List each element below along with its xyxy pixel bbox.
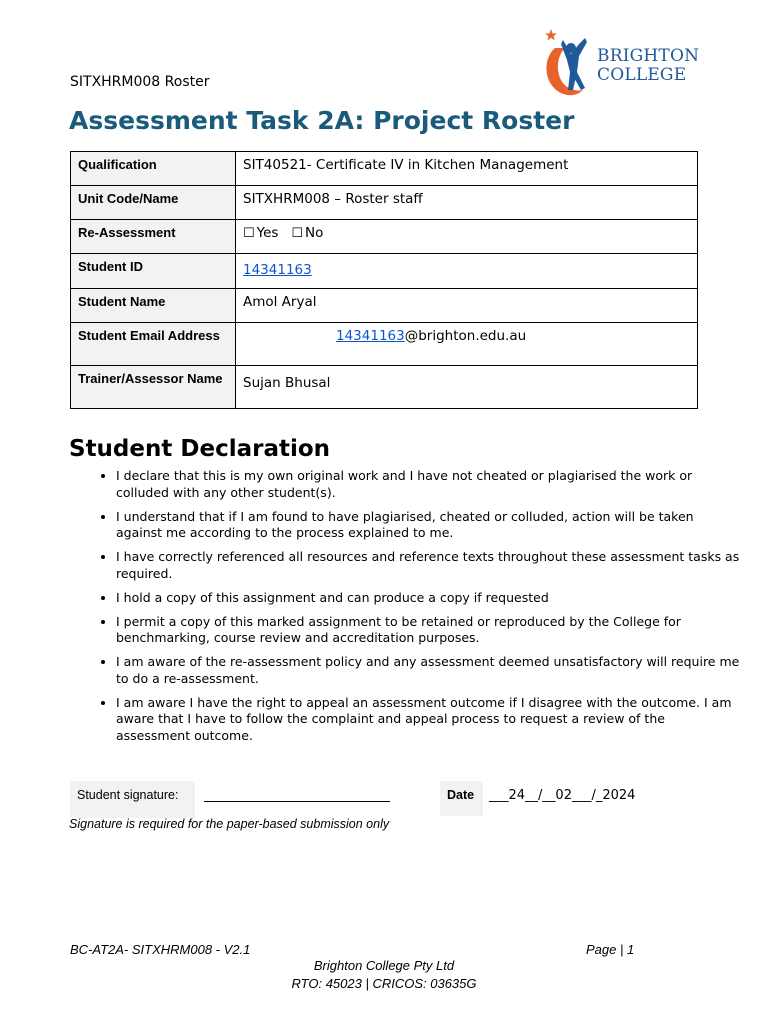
logo-emblem-icon	[541, 26, 597, 102]
table-row	[71, 366, 698, 409]
list-item: • I understand that if I am found to have plagiarised, cheated or colluded, action will be taken against me according to the process explained to me.	[116, 509, 741, 542]
table-row	[71, 323, 698, 366]
reassessment-yes-label: Yes	[256, 225, 279, 241]
table-row	[71, 254, 698, 289]
table-row	[71, 289, 698, 323]
logo-text-brighton: BRIGHTON	[597, 46, 700, 66]
unit-code-label: Unit Code/Name	[71, 186, 236, 220]
list-item: • I hold a copy of this assignment and can produce a copy if requested	[116, 590, 741, 607]
page-title: Assessment Task 2A: Project Roster	[69, 106, 575, 135]
checkbox-yes-icon[interactable]: ☐	[243, 226, 255, 241]
student-signature-label: Student signature:	[70, 781, 195, 818]
student-declaration-heading: Student Declaration	[69, 436, 331, 462]
qualification-value: SIT40521- Certificate IV in Kitchen Management	[236, 152, 698, 186]
student-name-value: Amol Aryal	[236, 289, 698, 323]
table-row	[71, 152, 698, 186]
footer-page-number: Page | 1	[586, 942, 635, 957]
list-item: • I am aware I have the right to appeal an assessment outcome if I disagree with the outcome. I am aware that I have to follow the complaint and appeal process to request a review of the assessment outcome.	[116, 695, 741, 745]
reassessment-no-label: No	[304, 225, 324, 241]
table-row	[71, 220, 698, 254]
list-item: • I permit a copy of this marked assignment to be retained or reproduced by the College for benchmarking, course review and accreditation purposes.	[116, 614, 741, 647]
assessment-details-table	[70, 151, 698, 409]
qualification-label: Qualification	[71, 152, 236, 186]
student-email-label: Student Email Address	[71, 323, 236, 366]
logo-text-college: COLLEGE	[597, 65, 687, 85]
signature-line[interactable]	[204, 801, 390, 802]
list-item: • I have correctly referenced all resources and reference texts throughout these assessment tasks as required.	[116, 549, 741, 582]
student-name-label: Student Name	[71, 289, 236, 323]
list-item: • I am aware of the re-assessment policy and any assessment deemed unsatisfactory will require me to do a re-assessment.	[116, 654, 741, 687]
student-email-link[interactable]: 14341163	[336, 328, 405, 344]
checkbox-no-icon[interactable]: ☐	[291, 226, 303, 241]
unit-code-value: SITXHRM008 – Roster staff	[236, 186, 698, 220]
date-label: Date	[440, 781, 483, 816]
student-email-domain: @brighton.edu.au	[404, 328, 527, 344]
student-id-link[interactable]: 14341163	[243, 262, 312, 278]
student-id-label: Student ID	[71, 254, 236, 289]
footer-rto-cricos: RTO: 45023 | CRICOS: 03635G	[291, 976, 477, 991]
footer-document-code: BC-AT2A- SITXHRM008 - V2.1	[70, 942, 251, 957]
reassessment-label: Re-Assessment	[71, 220, 236, 254]
student-email-cell	[236, 323, 698, 366]
reassessment-options	[236, 220, 698, 254]
list-item: • I declare that this is my own original work and I have not cheated or plagiarised the work or colluded with any other student(s).	[116, 468, 741, 501]
header-unit-label: SITXHRM008 Roster	[70, 74, 210, 90]
trainer-label: Trainer/Assessor Name	[71, 366, 236, 409]
table-row	[71, 186, 698, 220]
declaration-list	[70, 468, 741, 752]
brighton-college-logo	[541, 26, 711, 102]
signature-note: Signature is required for the paper-based submission only	[69, 817, 390, 831]
footer-company-name: Brighton College Pty Ltd	[313, 958, 455, 973]
trainer-value: Sujan Bhusal	[236, 366, 698, 409]
student-id-cell	[236, 254, 698, 289]
date-value[interactable]: ___24__/__02___/_2024	[489, 788, 636, 803]
